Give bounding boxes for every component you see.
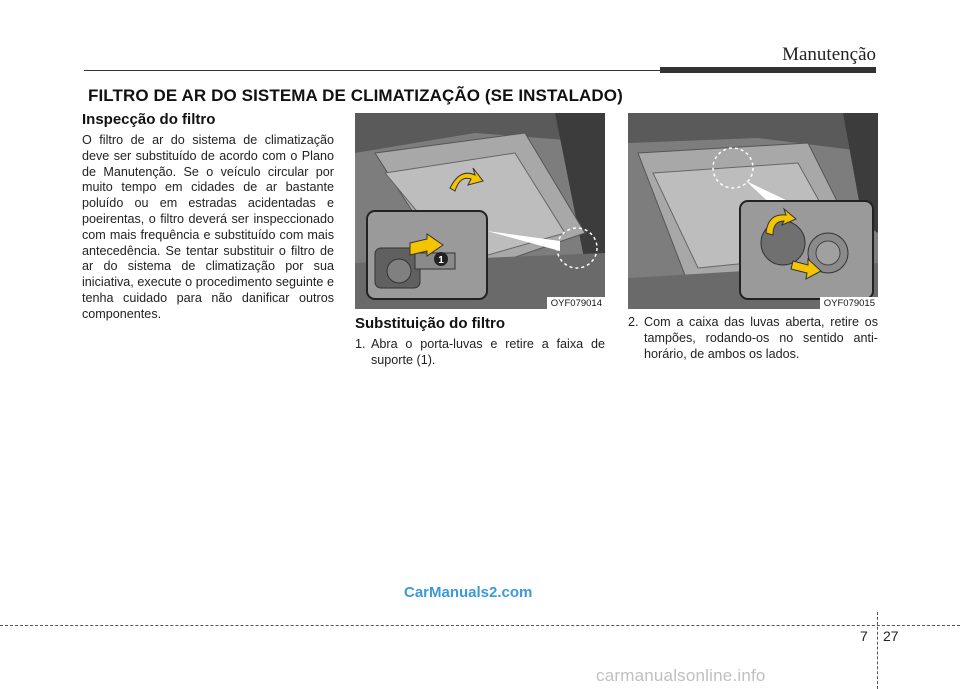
inspection-body: O filtro de ar do sistema de climatização deve ser substituído de acordo com o Plano de Manutenção. Se o veículo circular por muito tempo em cidades de ar bastante poluído ou em estradas acidentadas e poeirentas, o filtro deverá ser inspeccionado com mais frequência e substituído com mais antecedência. Se tentar substituir o filtro de ar do sistema de climatização por sua iniciativa, execute o procedimento seguinte e tenha cuidado para não danificar outros componentes.	[82, 133, 334, 321]
step-text: Com a caixa das luvas aberta, retire os tampões, rodando-os no sentido anti-horário, de ambos os lados.	[644, 315, 878, 361]
replacement-column-continued	[628, 315, 878, 362]
step-number: 2.	[628, 315, 639, 329]
step-number: 1.	[355, 337, 366, 351]
step-text: Abra o porta-luvas e retire a faixa de suporte (1).	[371, 337, 605, 367]
glovebox-stopper-illustration	[628, 113, 878, 309]
figure-glovebox-strap	[355, 113, 605, 309]
watermark-link[interactable]: CarManuals2.com	[404, 584, 533, 601]
replacement-column	[355, 315, 605, 369]
chapter-title: Manutenção	[782, 44, 876, 65]
callout-number: 1	[438, 255, 444, 266]
inspection-column	[82, 111, 334, 323]
page-divider	[877, 612, 878, 689]
site-watermark: carmanualsonline.info	[596, 666, 766, 685]
figure-glovebox-stoppers	[628, 113, 878, 309]
section-title: FILTRO DE AR DO SISTEMA DE CLIMATIZAÇÃO (SE INSTALADO)	[88, 86, 623, 105]
header-rule-bold	[660, 67, 876, 73]
chapter-number: 7	[860, 628, 868, 644]
step-item	[628, 315, 878, 362]
header-rule	[84, 70, 660, 71]
replacement-heading: Substituição do filtro	[355, 315, 505, 332]
glovebox-strap-illustration	[355, 113, 605, 309]
figure-code: OYF079015	[820, 297, 878, 309]
inspection-heading: Inspecção do filtro	[82, 111, 216, 128]
footer-rule	[0, 625, 960, 626]
figure-code: OYF079014	[547, 297, 605, 309]
page-number: 27	[883, 628, 899, 644]
step-item	[355, 337, 605, 369]
